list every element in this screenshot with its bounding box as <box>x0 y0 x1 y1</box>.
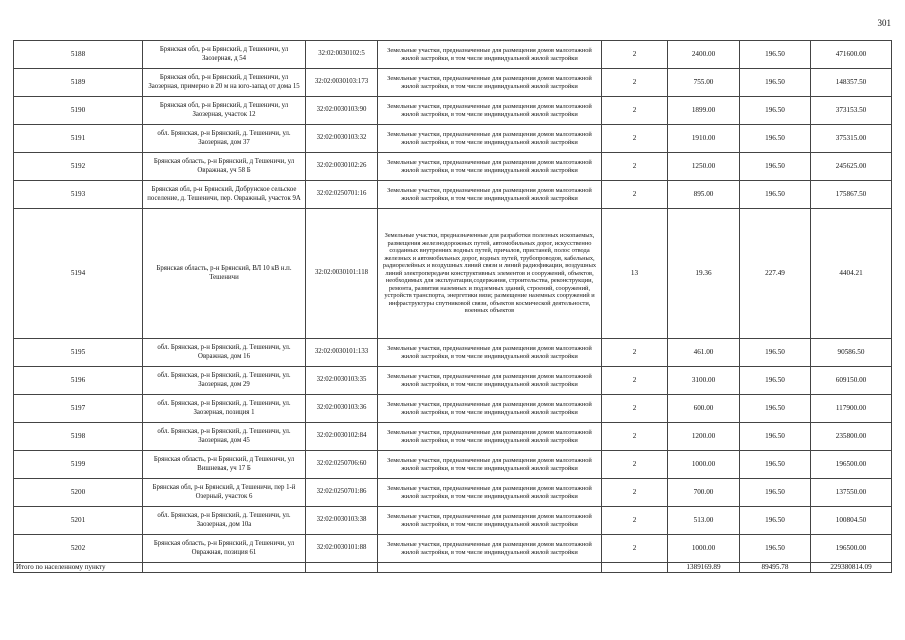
cadastral-number-cell: 32:02:0030103:38 <box>306 507 378 535</box>
land-use-cell: Земельные участки, предназначенные для размещения домов малоэтажной жилой застройки, в том числе индивидуальной жилой застройки <box>378 535 602 563</box>
table-row <box>14 339 892 367</box>
group-cell: 2 <box>602 181 668 209</box>
row-number: 5198 <box>14 423 143 451</box>
row-number: 5188 <box>14 41 143 69</box>
table-row <box>14 41 892 69</box>
cadastral-number-cell: 32:02:0030101:133 <box>306 339 378 367</box>
cadastral-number-cell: 32:02:0030102:84 <box>306 423 378 451</box>
cadastral-value-cell: 245625.00 <box>811 153 892 181</box>
rate-cell: 196.50 <box>740 97 811 125</box>
table-row <box>14 395 892 423</box>
address-cell: Брянская обл, р-н Брянский, д Тешеничи, ул Заозерная, участок 12 <box>143 97 306 125</box>
row-number: 5194 <box>14 209 143 339</box>
area-cell: 2400.00 <box>668 41 740 69</box>
address-cell: обл. Брянская, р-н Брянский, д. Тешеничи, ул. Заозерная, дом 37 <box>143 125 306 153</box>
land-use-cell: Земельные участки, предназначенные для размещения домов малоэтажной жилой застройки, в том числе индивидуальной жилой застройки <box>378 41 602 69</box>
rate-cell: 196.50 <box>740 339 811 367</box>
row-number: 5189 <box>14 69 143 97</box>
address-cell: Брянская область, р-н Брянский, д Тешеничи, ул Овражная, позиция 61 <box>143 535 306 563</box>
cadastral-value-cell: 148357.50 <box>811 69 892 97</box>
cadastral-number-cell: 32:02:0250701:16 <box>306 181 378 209</box>
table-row <box>14 479 892 507</box>
total-area: 1389169.89 <box>668 563 740 573</box>
cadastral-value-cell: 4404.21 <box>811 209 892 339</box>
rate-cell: 196.50 <box>740 153 811 181</box>
total-rate: 89495.78 <box>740 563 811 573</box>
area-cell: 19.36 <box>668 209 740 339</box>
cadastral-number-cell: 32:02:0030103:35 <box>306 367 378 395</box>
cadastral-number-cell: 32:02:0250701:86 <box>306 479 378 507</box>
land-use-cell: Земельные участки, предназначенные для размещения домов малоэтажной жилой застройки, в том числе индивидуальной жилой застройки <box>378 153 602 181</box>
total-row <box>14 563 892 573</box>
rate-cell: 227.49 <box>740 209 811 339</box>
land-use-cell: Земельные участки, предназначенные для размещения домов малоэтажной жилой застройки, в том числе индивидуальной жилой застройки <box>378 97 602 125</box>
table-row <box>14 507 892 535</box>
cadastral-number-cell: 32:02:0030102:26 <box>306 153 378 181</box>
rate-cell: 196.50 <box>740 395 811 423</box>
cadastral-value-cell: 609150.00 <box>811 367 892 395</box>
total-empty-cell <box>378 563 602 573</box>
group-cell: 2 <box>602 367 668 395</box>
cadastral-value-cell: 196500.00 <box>811 535 892 563</box>
address-cell: обл. Брянская, р-н Брянский, д. Тешеничи, ул. Заозерная, дом 29 <box>143 367 306 395</box>
table-row <box>14 451 892 479</box>
group-cell: 2 <box>602 41 668 69</box>
cadastral-value-cell: 375315.00 <box>811 125 892 153</box>
address-cell: обл. Брянская, р-н Брянский, д. Тешеничи, ул. Заозерная, дом 45 <box>143 423 306 451</box>
land-use-cell: Земельные участки, предназначенные для размещения домов малоэтажной жилой застройки, в том числе индивидуальной жилой застройки <box>378 451 602 479</box>
group-cell: 2 <box>602 423 668 451</box>
cadastral-value-cell: 235800.00 <box>811 423 892 451</box>
cadastral-value-cell: 137550.00 <box>811 479 892 507</box>
group-cell: 2 <box>602 125 668 153</box>
cadastral-value-table <box>13 40 892 573</box>
cadastral-value-cell: 196500.00 <box>811 451 892 479</box>
area-cell: 895.00 <box>668 181 740 209</box>
area-cell: 1899.00 <box>668 97 740 125</box>
group-cell: 2 <box>602 535 668 563</box>
total-empty-cell <box>143 563 306 573</box>
rate-cell: 196.50 <box>740 535 811 563</box>
group-cell: 2 <box>602 395 668 423</box>
cadastral-number-cell: 32:02:0030103:90 <box>306 97 378 125</box>
area-cell: 513.00 <box>668 507 740 535</box>
group-cell: 2 <box>602 479 668 507</box>
table-row <box>14 97 892 125</box>
row-number: 5199 <box>14 451 143 479</box>
cadastral-number-cell: 32:02:0030103:32 <box>306 125 378 153</box>
land-use-cell: Земельные участки, предназначенные для размещения домов малоэтажной жилой застройки, в том числе индивидуальной жилой застройки <box>378 423 602 451</box>
area-cell: 755.00 <box>668 69 740 97</box>
address-cell: Брянская обл, р-н Брянский, д Тешеничи, пер 1-й Озерный, участок 6 <box>143 479 306 507</box>
table-row <box>14 209 892 339</box>
row-number: 5193 <box>14 181 143 209</box>
area-cell: 1200.00 <box>668 423 740 451</box>
table-row <box>14 423 892 451</box>
land-use-cell: Земельные участки, предназначенные для размещения домов малоэтажной жилой застройки, в том числе индивидуальной жилой застройки <box>378 367 602 395</box>
cadastral-number-cell: 32:02:0030101:118 <box>306 209 378 339</box>
land-use-cell: Земельные участки, предназначенные для размещения домов малоэтажной жилой застройки, в том числе индивидуальной жилой застройки <box>378 395 602 423</box>
page-number: 301 <box>877 18 891 28</box>
total-empty-cell <box>306 563 378 573</box>
rate-cell: 196.50 <box>740 41 811 69</box>
cadastral-value-cell: 471600.00 <box>811 41 892 69</box>
address-cell: обл. Брянская, р-н Брянский, д. Тешеничи, ул. Заозерная, дом 10а <box>143 507 306 535</box>
cadastral-number-cell: 32:02:0030103:173 <box>306 69 378 97</box>
address-cell: обл. Брянская, р-н Брянский, д. Тешеничи, ул. Заозерная, позиция 1 <box>143 395 306 423</box>
cadastral-value-cell: 90586.50 <box>811 339 892 367</box>
land-use-cell: Земельные участки, предназначенные для размещения домов малоэтажной жилой застройки, в том числе индивидуальной жилой застройки <box>378 479 602 507</box>
address-cell: Брянская обл, р-н Брянский, д Тешеничи, ул Заозерная, д 54 <box>143 41 306 69</box>
land-use-cell: Земельные участки, предназначенные для размещения домов малоэтажной жилой застройки, в том числе индивидуальной жилой застройки <box>378 339 602 367</box>
address-cell: Брянская область, р-н Брянский, д Тешеничи, ул Овражная, уч 58 Б <box>143 153 306 181</box>
rate-cell: 196.50 <box>740 181 811 209</box>
rate-cell: 196.50 <box>740 479 811 507</box>
row-number: 5196 <box>14 367 143 395</box>
group-cell: 2 <box>602 69 668 97</box>
cadastral-number-cell: 32:02:0030103:36 <box>306 395 378 423</box>
area-cell: 3100.00 <box>668 367 740 395</box>
area-cell: 600.00 <box>668 395 740 423</box>
total-value: 229380814.09 <box>811 563 892 573</box>
table-row <box>14 535 892 563</box>
land-use-cell: Земельные участки, предназначенные для размещения домов малоэтажной жилой застройки, в том числе индивидуальной жилой застройки <box>378 69 602 97</box>
cadastral-number-cell: 32:02:0250706:60 <box>306 451 378 479</box>
table-row <box>14 367 892 395</box>
row-number: 5190 <box>14 97 143 125</box>
area-cell: 1250.00 <box>668 153 740 181</box>
table-row <box>14 181 892 209</box>
area-cell: 1000.00 <box>668 451 740 479</box>
land-use-cell: Земельные участки, предназначенные для разработки полезных ископаемых, размещения железнодорожных путей, автомобильных дорог, искусственно созданных внутренних водных путей, причалов, пристаней, полос отвода железных и автомобильных дорог, водных путей, трубопроводов, кабельных, радиорелейных и воздушных линий связи и линий радиофикации, воздушных линий электропередачи конструктивных элементов и сооружений, объектов, необходимых для эксплуатации,содержания, строительства, реконструкции, ремонта, развития наземных и подземных зданий, строений, сооружений, устройств транспорта, энергетики вязи; размещение наземных сооружений и инфраструктуры спутниковой связи, объектов космической деятельности, военных объектов <box>378 209 602 339</box>
table-body <box>14 41 892 563</box>
rate-cell: 196.50 <box>740 507 811 535</box>
land-use-cell: Земельные участки, предназначенные для размещения домов малоэтажной жилой застройки, в том числе индивидуальной жилой застройки <box>378 181 602 209</box>
table-row <box>14 153 892 181</box>
address-cell: Брянская обл, р-н Брянский, д Тешеничи, ул Заозерная, примерно в 20 м на юго-запад от дома 15 <box>143 69 306 97</box>
cadastral-value-cell: 100804.50 <box>811 507 892 535</box>
rate-cell: 196.50 <box>740 69 811 97</box>
row-number: 5195 <box>14 339 143 367</box>
area-cell: 1000.00 <box>668 535 740 563</box>
land-use-cell: Земельные участки, предназначенные для размещения домов малоэтажной жилой застройки, в том числе индивидуальной жилой застройки <box>378 507 602 535</box>
rate-cell: 196.50 <box>740 423 811 451</box>
rate-cell: 196.50 <box>740 125 811 153</box>
group-cell: 2 <box>602 339 668 367</box>
area-cell: 700.00 <box>668 479 740 507</box>
row-number: 5200 <box>14 479 143 507</box>
group-cell: 13 <box>602 209 668 339</box>
group-cell: 2 <box>602 97 668 125</box>
row-number: 5202 <box>14 535 143 563</box>
table-row <box>14 69 892 97</box>
total-empty-cell <box>602 563 668 573</box>
row-number: 5192 <box>14 153 143 181</box>
row-number: 5201 <box>14 507 143 535</box>
cadastral-number-cell: 32:02:0030101:88 <box>306 535 378 563</box>
cadastral-value-cell: 117900.00 <box>811 395 892 423</box>
total-label: Итого по населенному пункту <box>14 563 143 573</box>
group-cell: 2 <box>602 153 668 181</box>
rate-cell: 196.50 <box>740 451 811 479</box>
area-cell: 461.00 <box>668 339 740 367</box>
address-cell: Брянская область, р-н Брянский, д Тешеничи, ул Вишневая, уч 17 Б <box>143 451 306 479</box>
address-cell: обл. Брянская, р-н Брянский, д. Тешеничи, ул. Овражная, дом 16 <box>143 339 306 367</box>
address-cell: Брянская область, р-н Брянский, ВЛ 10 кВ н.п. Тешеничи <box>143 209 306 339</box>
cadastral-number-cell: 32:02:0030102:5 <box>306 41 378 69</box>
cadastral-value-cell: 373153.50 <box>811 97 892 125</box>
rate-cell: 196.50 <box>740 367 811 395</box>
row-number: 5197 <box>14 395 143 423</box>
table-row <box>14 125 892 153</box>
group-cell: 2 <box>602 451 668 479</box>
group-cell: 2 <box>602 507 668 535</box>
area-cell: 1910.00 <box>668 125 740 153</box>
land-use-cell: Земельные участки, предназначенные для размещения домов малоэтажной жилой застройки, в том числе индивидуальной жилой застройки <box>378 125 602 153</box>
address-cell: Брянская обл, р-н Брянский, Добрунское сельское поселение, д. Тешеничи, пер. Овражный, участок 9А <box>143 181 306 209</box>
cadastral-value-cell: 175867.50 <box>811 181 892 209</box>
row-number: 5191 <box>14 125 143 153</box>
